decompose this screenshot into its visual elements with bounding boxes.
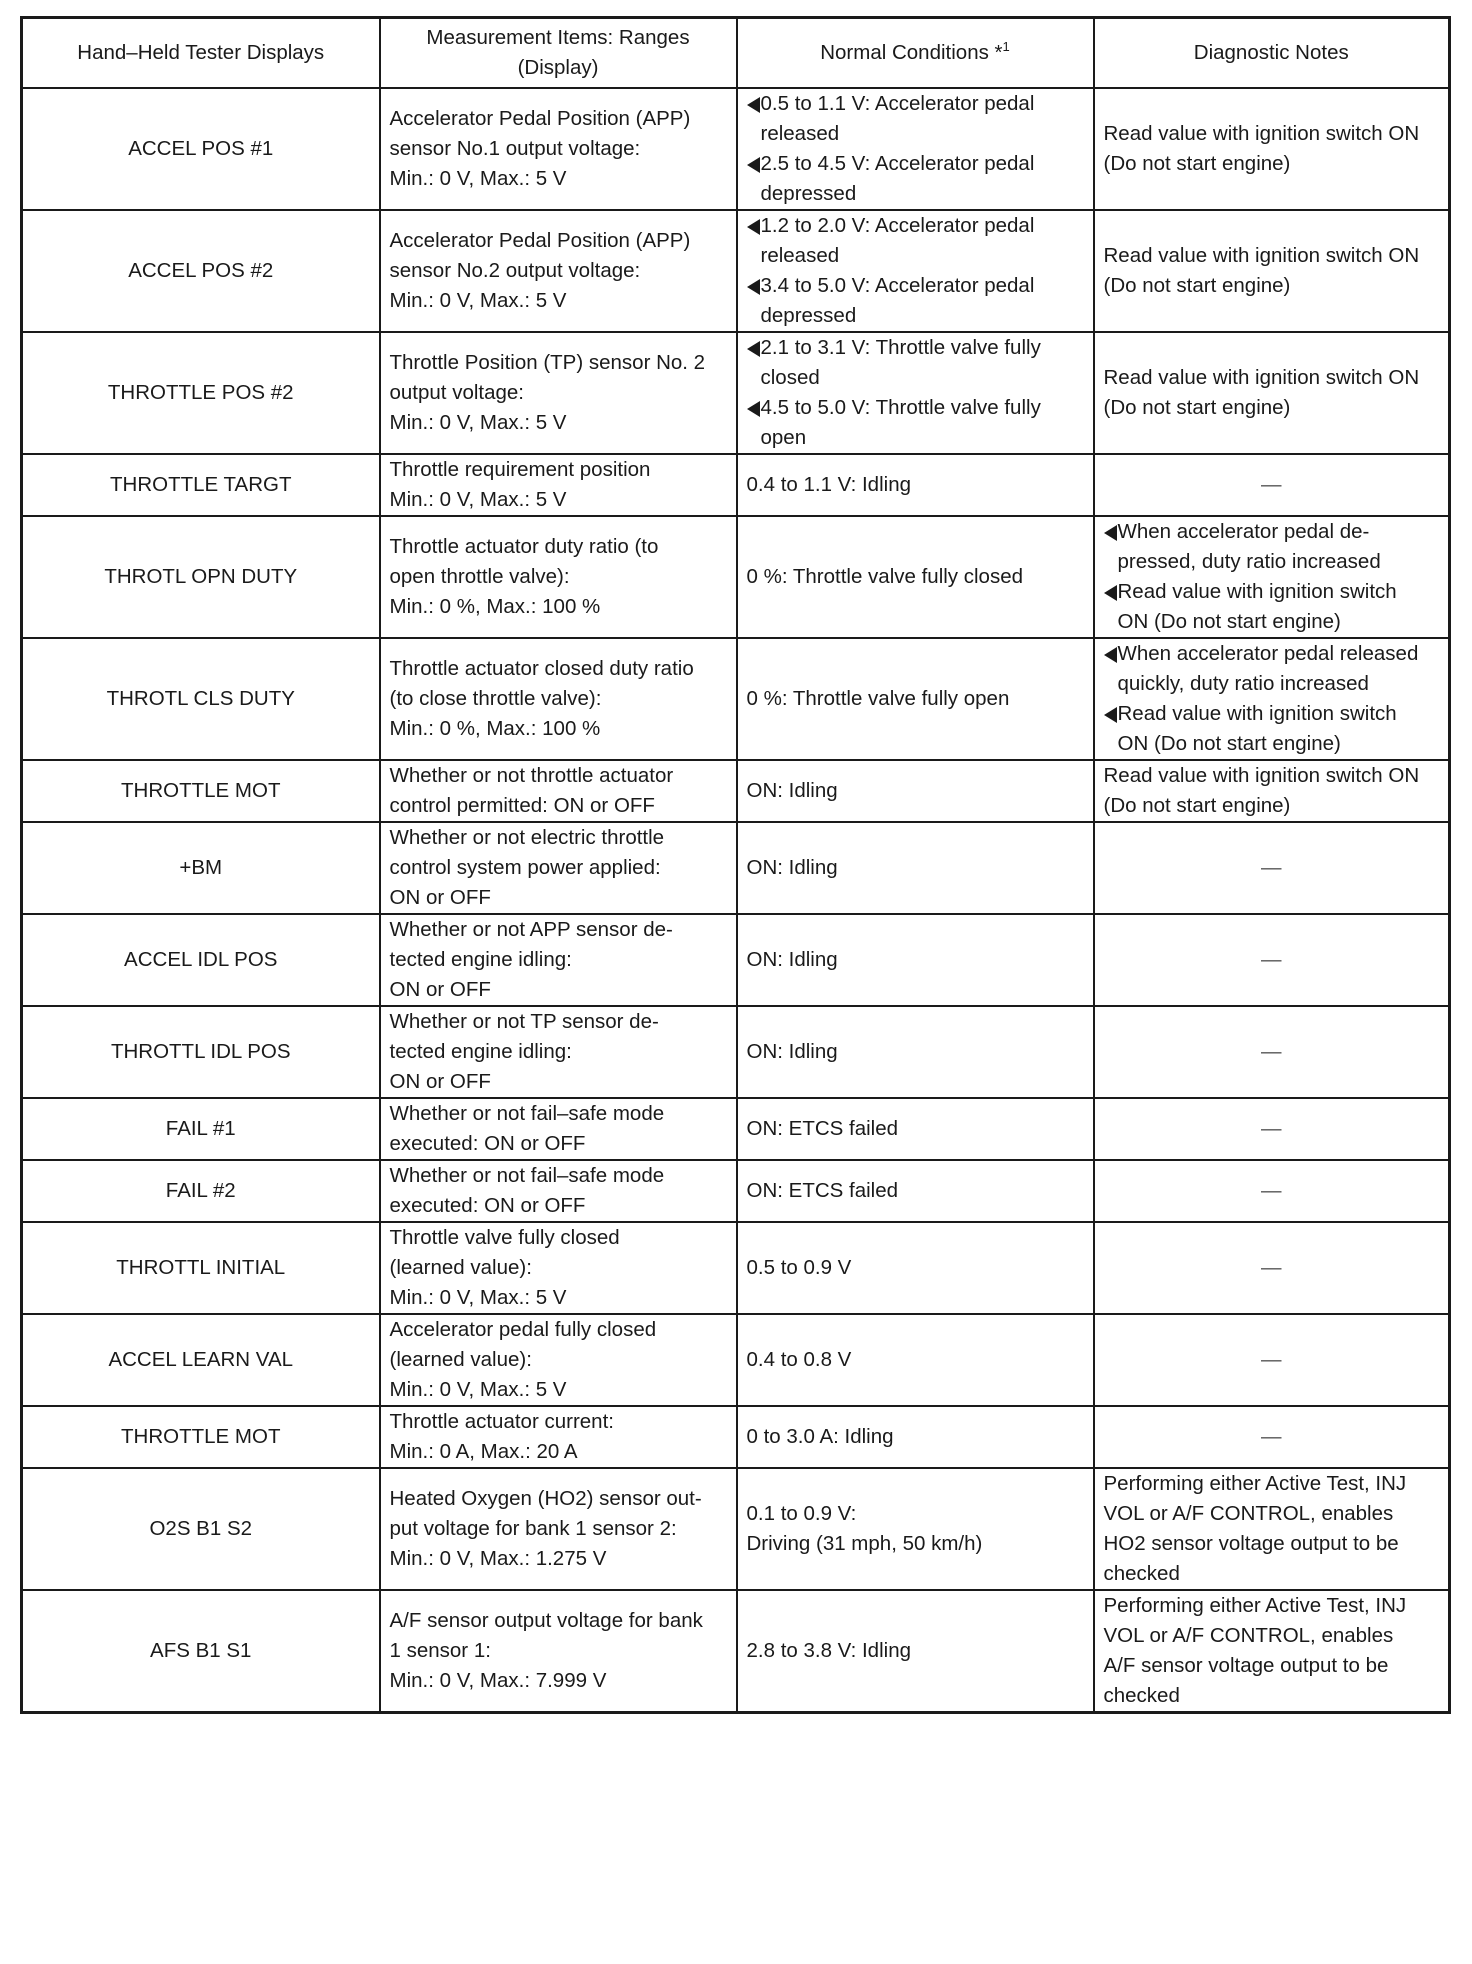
measurement-text: open throttle valve): — [389, 564, 570, 588]
measurement-text: Min.: 0 V, Max.: 5 V — [389, 288, 567, 312]
header-normal — [737, 18, 1094, 88]
measurement-text: Whether or not throttle actuator — [389, 763, 674, 787]
normal-condition-text: 0.1 to 0.9 V: — [746, 1501, 857, 1525]
cell-diagnostic-notes — [1094, 1590, 1450, 1713]
cell-tester-display — [22, 1160, 380, 1222]
measurement-text: tected engine idling: — [389, 1039, 572, 1063]
header-label: Normal Conditions *$^1$ — [820, 38, 1010, 64]
tester-display-text: THROTTLE TARGT — [110, 472, 292, 496]
measurement-text: executed: ON or OFF — [389, 1131, 586, 1155]
normal-condition-text: released — [760, 121, 840, 145]
cell-measurement-item — [380, 1222, 737, 1314]
cell-tester-display — [22, 1590, 380, 1713]
cell-diagnostic-notes — [1094, 914, 1450, 1006]
cell-measurement-item — [380, 210, 737, 332]
cell-normal-condition — [737, 454, 1094, 516]
bullet-item — [1104, 517, 1440, 577]
bullet-item — [1104, 639, 1440, 699]
diagnostic-note-text: — — [1261, 1039, 1282, 1063]
table-row — [22, 638, 1450, 760]
measurement-text: Min.: 0 %, Max.: 100 % — [389, 716, 601, 740]
measurement-text: Whether or not fail–safe mode — [389, 1163, 665, 1187]
cell-normal-condition — [737, 332, 1094, 454]
measurement-text: ON or OFF — [389, 977, 491, 1001]
measurement-text: Accelerator Pedal Position (APP) — [389, 106, 691, 130]
normal-condition-text: 0 %: Throttle valve fully open — [746, 686, 1010, 710]
tester-display-text: THROTTLE POS #2 — [107, 380, 294, 404]
cell-normal-condition — [737, 1406, 1094, 1468]
cell-tester-display — [22, 454, 380, 516]
bullet-item — [1104, 577, 1440, 637]
cell-measurement-item — [380, 638, 737, 760]
measurement-text: Min.: 0 %, Max.: 100 % — [389, 594, 601, 618]
table-row — [22, 516, 1450, 638]
cell-diagnostic-notes — [1094, 1468, 1450, 1590]
diagnostic-note-text: A/F sensor voltage output to be — [1103, 1653, 1389, 1677]
diagnostic-note-text: — — [1261, 1424, 1282, 1448]
tester-display-text: THROTTL IDL POS — [110, 1039, 291, 1063]
table-row — [22, 1098, 1450, 1160]
measurement-text: Whether or not fail–safe mode — [389, 1101, 665, 1125]
cell-diagnostic-notes — [1094, 1160, 1450, 1222]
cell-diagnostic-notes — [1094, 760, 1450, 822]
table-row — [22, 914, 1450, 1006]
cell-measurement-item — [380, 516, 737, 638]
cell-diagnostic-notes — [1094, 516, 1450, 638]
bullet-item — [747, 211, 1084, 271]
bullet-item — [747, 271, 1084, 331]
cell-normal-condition — [737, 1006, 1094, 1098]
table-body — [22, 88, 1450, 1713]
table-row — [22, 1314, 1450, 1406]
measurement-text: Throttle actuator closed duty ratio — [389, 656, 694, 680]
diagnostic-note-text: (Do not start engine) — [1103, 395, 1291, 419]
header-notes — [1094, 18, 1450, 88]
cell-measurement-item — [380, 914, 737, 1006]
diagnostic-note-text: Read value with ignition switch ON — [1103, 243, 1420, 267]
normal-condition-text: Driving (31 mph, 50 km/h) — [746, 1531, 983, 1555]
cell-measurement-item — [380, 822, 737, 914]
diagnostic-note-text: — — [1261, 1116, 1282, 1140]
cell-diagnostic-notes — [1094, 88, 1450, 210]
normal-condition-text: 3.4 to 5.0 V: Accelerator pedal — [760, 273, 1035, 297]
diagnostic-note-text: Performing either Active Test, INJ — [1103, 1471, 1407, 1495]
measurement-text: Whether or not APP sensor de- — [389, 917, 673, 941]
diagnostic-data-table — [20, 16, 1451, 1714]
bullet-item — [1104, 699, 1440, 759]
normal-condition-text: depressed — [760, 303, 857, 327]
cell-measurement-item — [380, 88, 737, 210]
normal-condition-text: 2.8 to 3.8 V: Idling — [746, 1638, 911, 1662]
cell-normal-condition — [737, 516, 1094, 638]
measurement-text: (learned value): — [389, 1255, 532, 1279]
measurement-text: Throttle requirement position — [389, 457, 651, 481]
cell-diagnostic-notes — [1094, 1314, 1450, 1406]
table-row — [22, 1160, 1450, 1222]
diagnostic-note-text: HO2 sensor voltage output to be — [1103, 1531, 1399, 1555]
normal-condition-text: 0.4 to 0.8 V — [746, 1347, 852, 1371]
cell-normal-condition — [737, 760, 1094, 822]
normal-condition-text: ON: ETCS failed — [746, 1178, 899, 1202]
diagnostic-note-text: — — [1261, 1347, 1282, 1371]
tester-display-text: AFS B1 S1 — [150, 1638, 252, 1662]
diagnostic-note-text: Read value with ignition switch — [1117, 701, 1397, 725]
cell-tester-display — [22, 516, 380, 638]
diagnostic-note-text: (Do not start engine) — [1103, 273, 1291, 297]
cell-normal-condition — [737, 1590, 1094, 1713]
measurement-text: Throttle actuator duty ratio (to — [389, 534, 659, 558]
measurement-text: ON or OFF — [389, 885, 491, 909]
cell-normal-condition — [737, 210, 1094, 332]
table-row — [22, 88, 1450, 210]
measurement-text: Accelerator pedal fully closed — [389, 1317, 657, 1341]
cell-tester-display — [22, 210, 380, 332]
bullet-item — [747, 333, 1084, 393]
table-row — [22, 210, 1450, 332]
measurement-text: Min.: 0 V, Max.: 5 V — [389, 410, 567, 434]
diagnostic-note-text: ON (Do not start engine) — [1117, 731, 1341, 755]
cell-diagnostic-notes — [1094, 638, 1450, 760]
cell-tester-display — [22, 1006, 380, 1098]
measurement-text: Min.: 0 V, Max.: 5 V — [389, 487, 567, 511]
measurement-text: 1 sensor 1: — [389, 1638, 491, 1662]
normal-condition-text: ON: Idling — [746, 778, 838, 802]
cell-tester-display — [22, 88, 380, 210]
header-label: Diagnostic Notes — [1193, 40, 1349, 64]
tester-display-text: THROTL OPN DUTY — [104, 564, 298, 588]
normal-condition-text: ON: Idling — [746, 1039, 838, 1063]
cell-tester-display — [22, 1468, 380, 1590]
diagnostic-note-text: Read value with ignition switch ON — [1103, 121, 1420, 145]
normal-condition-text: 1.2 to 2.0 V: Accelerator pedal — [760, 213, 1035, 237]
cell-tester-display — [22, 1222, 380, 1314]
normal-condition-text: 0 to 3.0 A: Idling — [746, 1424, 894, 1448]
cell-measurement-item — [380, 1314, 737, 1406]
measurement-text: Whether or not electric throttle — [389, 825, 665, 849]
bullet-item — [747, 149, 1084, 209]
tester-display-text: ACCEL LEARN VAL — [108, 1347, 294, 1371]
cell-normal-condition — [737, 1468, 1094, 1590]
measurement-text: Throttle actuator current: — [389, 1409, 614, 1433]
measurement-text: Min.: 0 V, Max.: 1.275 V — [389, 1546, 607, 1570]
cell-tester-display — [22, 1406, 380, 1468]
measurement-text: Min.: 0 V, Max.: 5 V — [389, 1285, 567, 1309]
diagnostic-note-text: pressed, duty ratio increased — [1117, 549, 1381, 573]
diagnostic-note-text: checked — [1103, 1683, 1180, 1707]
diagnostic-note-text: Performing either Active Test, INJ — [1103, 1593, 1407, 1617]
diagnostic-note-text: Read value with ignition switch ON — [1103, 763, 1420, 787]
cell-diagnostic-notes — [1094, 822, 1450, 914]
cell-measurement-item — [380, 332, 737, 454]
normal-condition-text: released — [760, 243, 840, 267]
diagnostic-note-text: When accelerator pedal de- — [1117, 519, 1370, 543]
cell-normal-condition — [737, 822, 1094, 914]
measurement-text: Whether or not TP sensor de- — [389, 1009, 659, 1033]
normal-condition-text: depressed — [760, 181, 857, 205]
cell-measurement-item — [380, 1406, 737, 1468]
table-row — [22, 1006, 1450, 1098]
table-row — [22, 1590, 1450, 1713]
measurement-text: (learned value): — [389, 1347, 532, 1371]
measurement-text: Accelerator Pedal Position (APP) — [389, 228, 691, 252]
cell-normal-condition — [737, 1314, 1094, 1406]
measurement-text: Min.: 0 V, Max.: 7.999 V — [389, 1668, 607, 1692]
table-row — [22, 1222, 1450, 1314]
header-label: (Display) — [517, 55, 599, 79]
cell-measurement-item — [380, 1098, 737, 1160]
table-row — [22, 332, 1450, 454]
tester-display-text: ACCEL POS #2 — [128, 258, 274, 282]
cell-diagnostic-notes — [1094, 1406, 1450, 1468]
tester-display-text: ACCEL IDL POS — [124, 947, 278, 971]
bullet-item — [747, 89, 1084, 149]
measurement-text: sensor No.2 output voltage: — [389, 258, 641, 282]
measurement-text: control system power applied: — [389, 855, 661, 879]
diagnostic-note-text: — — [1261, 1178, 1282, 1202]
normal-condition-text: closed — [760, 365, 820, 389]
cell-diagnostic-notes — [1094, 454, 1450, 516]
diagnostic-note-text: checked — [1103, 1561, 1180, 1585]
measurement-text: Throttle Position (TP) sensor No. 2 — [389, 350, 706, 374]
measurement-text: A/F sensor output voltage for bank — [389, 1608, 703, 1632]
measurement-text: Min.: 0 A, Max.: 20 A — [389, 1439, 578, 1463]
measurement-text: ON or OFF — [389, 1069, 491, 1093]
table-row — [22, 1406, 1450, 1468]
diagnostic-note-text: VOL or A/F CONTROL, enables — [1103, 1623, 1394, 1647]
cell-tester-display — [22, 1098, 380, 1160]
measurement-text: executed: ON or OFF — [389, 1193, 586, 1217]
diagnostic-note-text: — — [1261, 1255, 1282, 1279]
normal-condition-text: ON: Idling — [746, 855, 838, 879]
cell-normal-condition — [737, 914, 1094, 1006]
normal-condition-text: open — [760, 425, 807, 449]
measurement-text: output voltage: — [389, 380, 524, 404]
cell-tester-display — [22, 1314, 380, 1406]
diagnostic-note-text: ON (Do not start engine) — [1117, 609, 1341, 633]
header-label: Hand–Held Tester Displays — [77, 40, 325, 64]
cell-diagnostic-notes — [1094, 1222, 1450, 1314]
normal-condition-text: 4.5 to 5.0 V: Throttle valve fully — [760, 395, 1041, 419]
diagnostic-note-text: Read value with ignition switch — [1117, 579, 1397, 603]
cell-measurement-item — [380, 760, 737, 822]
measurement-text: (to close throttle valve): — [389, 686, 602, 710]
tester-display-text: THROTTLE MOT — [121, 778, 281, 802]
tester-display-text: THROTTLE MOT — [121, 1424, 281, 1448]
cell-tester-display — [22, 822, 380, 914]
cell-measurement-item — [380, 1590, 737, 1713]
diagnostic-note-text: — — [1261, 947, 1282, 971]
tester-display-text: FAIL #2 — [165, 1178, 236, 1202]
table-row — [22, 760, 1450, 822]
measurement-text: sensor No.1 output voltage: — [389, 136, 641, 160]
cell-tester-display — [22, 914, 380, 1006]
measurement-text: Heated Oxygen (HO2) sensor out- — [389, 1486, 702, 1510]
table-row — [22, 822, 1450, 914]
cell-normal-condition — [737, 88, 1094, 210]
measurement-text: Throttle valve fully closed — [389, 1225, 620, 1249]
cell-normal-condition — [737, 638, 1094, 760]
diagnostic-note-text: — — [1261, 472, 1282, 496]
tester-display-text: FAIL #1 — [165, 1116, 236, 1140]
header-label: Measurement Items: Ranges — [426, 25, 690, 49]
bullet-item — [747, 393, 1084, 453]
cell-normal-condition — [737, 1160, 1094, 1222]
diagnostic-note-text: When accelerator pedal released — [1117, 641, 1419, 665]
header-display — [22, 18, 380, 88]
diagnostic-note-text: Read value with ignition switch ON — [1103, 365, 1420, 389]
normal-condition-text: 0.4 to 1.1 V: Idling — [746, 472, 911, 496]
measurement-text: put voltage for bank 1 sensor 2: — [389, 1516, 677, 1540]
cell-tester-display — [22, 760, 380, 822]
cell-diagnostic-notes — [1094, 210, 1450, 332]
tester-display-text: +BM — [179, 855, 223, 879]
header-measurement — [380, 18, 737, 88]
cell-diagnostic-notes — [1094, 1098, 1450, 1160]
cell-measurement-item — [380, 1006, 737, 1098]
normal-condition-text: ON: Idling — [746, 947, 838, 971]
normal-condition-text: 2.1 to 3.1 V: Throttle valve fully — [760, 335, 1041, 359]
measurement-text: control permitted: ON or OFF — [389, 793, 655, 817]
cell-diagnostic-notes — [1094, 332, 1450, 454]
measurement-text: tected engine idling: — [389, 947, 572, 971]
cell-tester-display — [22, 332, 380, 454]
normal-condition-text: 0.5 to 1.1 V: Accelerator pedal — [760, 91, 1035, 115]
tester-display-text: O2S B1 S2 — [149, 1516, 253, 1540]
cell-measurement-item — [380, 1160, 737, 1222]
tester-display-text: ACCEL POS #1 — [128, 136, 274, 160]
table-row — [22, 454, 1450, 516]
normal-condition-text: 0.5 to 0.9 V — [746, 1255, 852, 1279]
tester-display-text: THROTTL INITIAL — [116, 1255, 286, 1279]
diagnostic-note-text: VOL or A/F CONTROL, enables — [1103, 1501, 1394, 1525]
cell-measurement-item — [380, 1468, 737, 1590]
table-row — [22, 1468, 1450, 1590]
diagnostic-note-text: — — [1261, 855, 1282, 879]
cell-normal-condition — [737, 1098, 1094, 1160]
cell-tester-display — [22, 638, 380, 760]
header-row — [22, 18, 1450, 88]
measurement-text: Min.: 0 V, Max.: 5 V — [389, 166, 567, 190]
measurement-text: Min.: 0 V, Max.: 5 V — [389, 1377, 567, 1401]
tester-display-text: THROTL CLS DUTY — [106, 686, 295, 710]
diagnostic-note-text: (Do not start engine) — [1103, 793, 1291, 817]
cell-diagnostic-notes — [1094, 1006, 1450, 1098]
diagnostic-note-text: quickly, duty ratio increased — [1117, 671, 1369, 695]
normal-condition-text: 0 %: Throttle valve fully closed — [746, 564, 1023, 588]
normal-condition-text: ON: ETCS failed — [746, 1116, 899, 1140]
normal-condition-text: 2.5 to 4.5 V: Accelerator pedal — [760, 151, 1035, 175]
diagnostic-note-text: (Do not start engine) — [1103, 151, 1291, 175]
cell-normal-condition — [737, 1222, 1094, 1314]
cell-measurement-item — [380, 454, 737, 516]
